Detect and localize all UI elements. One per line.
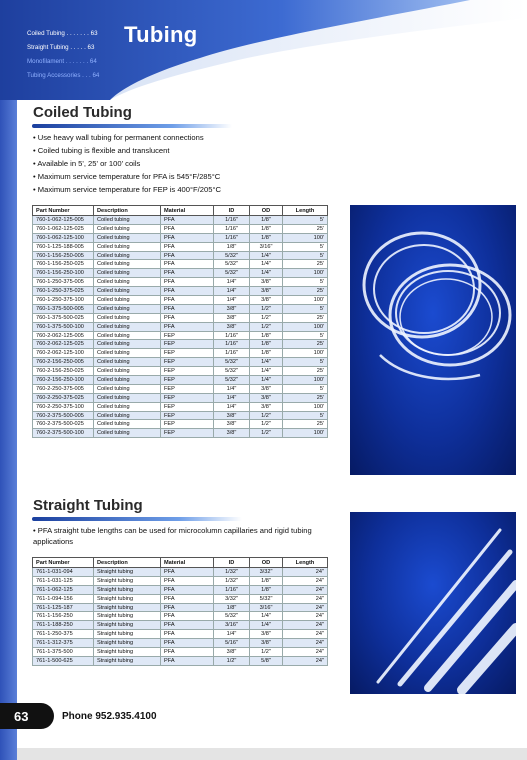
cell-part-number: 760-1-156-250-005 <box>33 251 94 260</box>
cell-id: 3/8" <box>214 429 250 438</box>
cell-id: 1/4" <box>214 402 250 411</box>
cell-length: 5' <box>283 278 328 287</box>
cell-od: 5/8" <box>250 656 283 665</box>
table-row <box>33 621 328 630</box>
cell-description: Coiled tubing <box>94 349 161 358</box>
cell-part-number: 761-1-062-125 <box>33 585 94 594</box>
footer-band <box>17 748 527 760</box>
table-row <box>33 242 328 251</box>
cell-description: Coiled tubing <box>94 322 161 331</box>
cell-material: FEP <box>161 331 214 340</box>
cell-od: 5/32" <box>250 594 283 603</box>
cell-material: PFA <box>161 656 214 665</box>
table-row <box>33 568 328 577</box>
table-row <box>33 393 328 402</box>
cell-id: 1/16" <box>214 233 250 242</box>
cell-part-number: 760-2-250-375-100 <box>33 402 94 411</box>
cell-part-number: 760-1-062-125-005 <box>33 216 94 225</box>
cell-od: 1/4" <box>250 376 283 385</box>
cell-material: PFA <box>161 233 214 242</box>
cell-od: 1/8" <box>250 216 283 225</box>
page-header <box>0 0 527 102</box>
cell-length: 25' <box>283 313 328 322</box>
cell-material: FEP <box>161 429 214 438</box>
table-row <box>33 402 328 411</box>
cell-material: PFA <box>161 639 214 648</box>
cell-id: 1/32" <box>214 568 250 577</box>
cell-id: 5/32" <box>214 358 250 367</box>
straight-tubing-table <box>32 557 328 666</box>
page-number: 63 <box>14 709 29 724</box>
cell-length: 100' <box>283 322 328 331</box>
cell-part-number: 760-2-062-125-100 <box>33 349 94 358</box>
cell-material: PFA <box>161 621 214 630</box>
col-header-material: Material <box>161 206 214 216</box>
straight-bullet-list <box>33 525 333 547</box>
cell-material: FEP <box>161 358 214 367</box>
cell-part-number: 760-1-250-375-100 <box>33 296 94 305</box>
col-header-id: ID <box>214 558 250 568</box>
cell-description: Coiled tubing <box>94 296 161 305</box>
cell-part-number: 760-1-062-125-025 <box>33 224 94 233</box>
cell-od: 3/16" <box>250 603 283 612</box>
cell-od: 1/4" <box>250 269 283 278</box>
straight-title-underline <box>32 517 242 521</box>
cell-od: 3/8" <box>250 296 283 305</box>
cell-od: 1/8" <box>250 349 283 358</box>
col-header-length: Length <box>283 206 328 216</box>
cell-length: 24" <box>283 568 328 577</box>
cell-length: 100' <box>283 402 328 411</box>
cell-od: 1/2" <box>250 429 283 438</box>
table-row <box>33 349 328 358</box>
cell-length: 24" <box>283 648 328 657</box>
cell-material: PFA <box>161 603 214 612</box>
cell-od: 1/4" <box>250 358 283 367</box>
table-row <box>33 233 328 242</box>
cell-description: Straight tubing <box>94 594 161 603</box>
cell-od: 1/4" <box>250 621 283 630</box>
cell-id: 1/32" <box>214 576 250 585</box>
cell-material: PFA <box>161 594 214 603</box>
cell-description: Coiled tubing <box>94 420 161 429</box>
col-header-id: ID <box>214 206 250 216</box>
cell-description: Straight tubing <box>94 585 161 594</box>
cell-od: 3/8" <box>250 278 283 287</box>
cell-id: 1/4" <box>214 296 250 305</box>
cell-description: Straight tubing <box>94 568 161 577</box>
cell-id: 1/8" <box>214 242 250 251</box>
cell-od: 3/8" <box>250 393 283 402</box>
cell-part-number: 760-1-250-375-025 <box>33 287 94 296</box>
toc-item-straight-tubing[interactable]: Straight Tubing . . . . . 63 <box>27 44 95 51</box>
cell-description: Straight tubing <box>94 612 161 621</box>
cell-part-number: 761-1-156-250 <box>33 612 94 621</box>
cell-part-number: 761-1-312-375 <box>33 639 94 648</box>
cell-description: Straight tubing <box>94 639 161 648</box>
cell-length: 25' <box>283 393 328 402</box>
cell-description: Coiled tubing <box>94 224 161 233</box>
cell-id: 5/32" <box>214 260 250 269</box>
cell-od: 1/2" <box>250 411 283 420</box>
cell-material: FEP <box>161 420 214 429</box>
cell-length: 5' <box>283 358 328 367</box>
cell-description: Coiled tubing <box>94 287 161 296</box>
cell-od: 1/8" <box>250 233 283 242</box>
cell-id: 1/4" <box>214 384 250 393</box>
coiled-section-title: Coiled Tubing <box>33 104 132 121</box>
col-header-od: OD <box>250 206 283 216</box>
cell-material: PFA <box>161 251 214 260</box>
cell-part-number: 760-2-250-375-025 <box>33 393 94 402</box>
cell-part-number: 761-1-188-250 <box>33 621 94 630</box>
cell-od: 3/32" <box>250 568 283 577</box>
cell-description: Coiled tubing <box>94 393 161 402</box>
cell-part-number: 760-2-156-250-100 <box>33 376 94 385</box>
cell-od: 1/2" <box>250 313 283 322</box>
table-row <box>33 648 328 657</box>
cell-id: 3/8" <box>214 411 250 420</box>
table-row <box>33 340 328 349</box>
cell-description: Coiled tubing <box>94 358 161 367</box>
cell-length: 5' <box>283 331 328 340</box>
table-row <box>33 313 328 322</box>
cell-description: Coiled tubing <box>94 376 161 385</box>
toc-item-coiled-tubing[interactable]: Coiled Tubing . . . . . . . 63 <box>27 30 98 37</box>
coiled-bullet: • Available in 5', 25' or 100' coils <box>33 157 221 170</box>
col-header-part-number: Part Number <box>33 206 94 216</box>
cell-length: 24" <box>283 585 328 594</box>
cell-material: PFA <box>161 287 214 296</box>
table-row <box>33 216 328 225</box>
cell-part-number: 760-1-125-188-005 <box>33 242 94 251</box>
cell-length: 24" <box>283 603 328 612</box>
cell-length: 25' <box>283 224 328 233</box>
cell-length: 5' <box>283 304 328 313</box>
col-header-description: Description <box>94 206 161 216</box>
table-row <box>33 304 328 313</box>
toc-item-tubing-accessories[interactable]: Tubing Accessories . . . 64 <box>27 72 100 79</box>
cell-length: 100' <box>283 296 328 305</box>
cell-part-number: 760-1-375-500-005 <box>33 304 94 313</box>
cell-part-number: 760-1-156-250-100 <box>33 269 94 278</box>
cell-description: Straight tubing <box>94 603 161 612</box>
cell-part-number: 761-1-094-156 <box>33 594 94 603</box>
cell-id: 1/4" <box>214 630 250 639</box>
cell-material: PFA <box>161 568 214 577</box>
table-row <box>33 287 328 296</box>
cell-od: 3/16" <box>250 242 283 251</box>
cell-material: PFA <box>161 648 214 657</box>
cell-material: PFA <box>161 576 214 585</box>
cell-material: FEP <box>161 402 214 411</box>
table-row <box>33 358 328 367</box>
cell-material: PFA <box>161 269 214 278</box>
cell-id: 3/8" <box>214 420 250 429</box>
col-header-material: Material <box>161 558 214 568</box>
cell-description: Coiled tubing <box>94 269 161 278</box>
cell-part-number: 761-1-031-125 <box>33 576 94 585</box>
cell-length: 5' <box>283 411 328 420</box>
cell-description: Coiled tubing <box>94 411 161 420</box>
cell-length: 100' <box>283 233 328 242</box>
table-of-contents <box>27 27 99 83</box>
cell-description: Coiled tubing <box>94 402 161 411</box>
cell-length: 5' <box>283 384 328 393</box>
cell-id: 1/16" <box>214 585 250 594</box>
cell-length: 5' <box>283 216 328 225</box>
cell-od: 1/8" <box>250 331 283 340</box>
cell-id: 3/8" <box>214 322 250 331</box>
cell-part-number: 760-2-375-500-005 <box>33 411 94 420</box>
cell-part-number: 761-1-500-625 <box>33 656 94 665</box>
cell-material: FEP <box>161 367 214 376</box>
cell-length: 24" <box>283 576 328 585</box>
table-row <box>33 224 328 233</box>
cell-material: PFA <box>161 278 214 287</box>
col-header-length: Length <box>283 558 328 568</box>
table-row <box>33 260 328 269</box>
cell-id: 3/32" <box>214 594 250 603</box>
cell-material: PFA <box>161 296 214 305</box>
cell-description: Straight tubing <box>94 621 161 630</box>
table-row <box>33 296 328 305</box>
cell-part-number: 760-2-250-375-005 <box>33 384 94 393</box>
cell-od: 1/2" <box>250 304 283 313</box>
cell-material: PFA <box>161 304 214 313</box>
cell-description: Coiled tubing <box>94 313 161 322</box>
cell-od: 3/8" <box>250 384 283 393</box>
cell-id: 5/32" <box>214 269 250 278</box>
cell-material: PFA <box>161 585 214 594</box>
table-header-row <box>33 558 328 568</box>
table-row <box>33 376 328 385</box>
cell-description: Straight tubing <box>94 576 161 585</box>
table-row <box>33 251 328 260</box>
cell-material: FEP <box>161 411 214 420</box>
cell-material: PFA <box>161 630 214 639</box>
cell-part-number: 760-2-156-250-025 <box>33 367 94 376</box>
table-header-row <box>33 206 328 216</box>
table-row <box>33 429 328 438</box>
cell-od: 3/8" <box>250 287 283 296</box>
coiled-bullet: • Maximum service temperature for PFA is 545°F/285°C <box>33 170 221 183</box>
cell-material: PFA <box>161 242 214 251</box>
cell-id: 5/32" <box>214 251 250 260</box>
toc-item-monofilament[interactable]: Monofilament . . . . . . . 64 <box>27 58 97 65</box>
page-title: Tubing <box>124 22 198 47</box>
cell-id: 5/32" <box>214 376 250 385</box>
table-row <box>33 603 328 612</box>
cell-id: 1/16" <box>214 331 250 340</box>
cell-id: 5/32" <box>214 612 250 621</box>
cell-material: FEP <box>161 340 214 349</box>
table-row <box>33 331 328 340</box>
cell-description: Straight tubing <box>94 630 161 639</box>
cell-description: Coiled tubing <box>94 384 161 393</box>
cell-description: Straight tubing <box>94 648 161 657</box>
cell-id: 3/16" <box>214 621 250 630</box>
cell-part-number: 760-1-062-125-100 <box>33 233 94 242</box>
cell-id: 1/16" <box>214 349 250 358</box>
cell-material: PFA <box>161 224 214 233</box>
cell-length: 100' <box>283 269 328 278</box>
cell-od: 1/4" <box>250 251 283 260</box>
cell-material: FEP <box>161 384 214 393</box>
cell-od: 1/4" <box>250 367 283 376</box>
table-row <box>33 411 328 420</box>
cell-id: 1/16" <box>214 216 250 225</box>
table-row <box>33 576 328 585</box>
straight-tubing-photo <box>350 512 516 694</box>
cell-part-number: 760-2-062-125-005 <box>33 331 94 340</box>
cell-description: Coiled tubing <box>94 429 161 438</box>
cell-length: 24" <box>283 621 328 630</box>
coiled-tubing-photo <box>350 205 516 475</box>
cell-material: PFA <box>161 322 214 331</box>
table-row <box>33 420 328 429</box>
cell-material: PFA <box>161 313 214 322</box>
cell-od: 1/8" <box>250 224 283 233</box>
table-row <box>33 367 328 376</box>
cell-id: 1/4" <box>214 287 250 296</box>
cell-part-number: 760-2-062-125-025 <box>33 340 94 349</box>
cell-id: 1/16" <box>214 224 250 233</box>
cell-part-number: 760-2-156-250-005 <box>33 358 94 367</box>
cell-length: 24" <box>283 594 328 603</box>
cell-part-number: 761-1-250-375 <box>33 630 94 639</box>
cell-id: 5/16" <box>214 639 250 648</box>
table-row <box>33 585 328 594</box>
cell-material: FEP <box>161 393 214 402</box>
table-row <box>33 384 328 393</box>
cell-description: Coiled tubing <box>94 331 161 340</box>
straight-section-title: Straight Tubing <box>33 497 143 514</box>
cell-id: 1/16" <box>214 340 250 349</box>
table-row <box>33 612 328 621</box>
cell-length: 5' <box>283 251 328 260</box>
coiled-tubing-table <box>32 205 328 438</box>
cell-id: 1/2" <box>214 656 250 665</box>
coiled-bullet: • Use heavy wall tubing for permanent connections <box>33 131 221 144</box>
cell-description: Coiled tubing <box>94 260 161 269</box>
cell-description: Coiled tubing <box>94 251 161 260</box>
cell-length: 5' <box>283 242 328 251</box>
cell-od: 1/4" <box>250 612 283 621</box>
cell-od: 1/2" <box>250 648 283 657</box>
col-header-od: OD <box>250 558 283 568</box>
cell-part-number: 761-1-375-500 <box>33 648 94 657</box>
left-accent-stripe <box>0 0 17 760</box>
cell-od: 1/8" <box>250 340 283 349</box>
cell-description: Coiled tubing <box>94 278 161 287</box>
cell-material: PFA <box>161 216 214 225</box>
cell-length: 25' <box>283 340 328 349</box>
cell-part-number: 761-1-031-094 <box>33 568 94 577</box>
cell-od: 1/4" <box>250 260 283 269</box>
cell-part-number: 760-1-375-500-025 <box>33 313 94 322</box>
cell-od: 3/8" <box>250 402 283 411</box>
coiled-bullet-list <box>33 131 221 196</box>
table-row <box>33 630 328 639</box>
cell-material: FEP <box>161 349 214 358</box>
cell-od: 1/8" <box>250 576 283 585</box>
coiled-title-underline <box>32 124 232 128</box>
cell-description: Coiled tubing <box>94 233 161 242</box>
cell-id: 1/8" <box>214 603 250 612</box>
cell-id: 3/8" <box>214 648 250 657</box>
coiled-bullet: • Coiled tubing is flexible and translucent <box>33 144 221 157</box>
col-header-part-number: Part Number <box>33 558 94 568</box>
cell-length: 25' <box>283 260 328 269</box>
col-header-description: Description <box>94 558 161 568</box>
cell-id: 1/4" <box>214 393 250 402</box>
cell-description: Coiled tubing <box>94 304 161 313</box>
straight-bullet: • PFA straight tube lengths can be used for microcolumn capillaries and rigid tubing applications <box>33 525 333 547</box>
cell-id: 5/32" <box>214 367 250 376</box>
cell-material: FEP <box>161 376 214 385</box>
table-row <box>33 322 328 331</box>
cell-material: PFA <box>161 260 214 269</box>
cell-description: Coiled tubing <box>94 340 161 349</box>
cell-od: 1/2" <box>250 322 283 331</box>
cell-description: Straight tubing <box>94 656 161 665</box>
coiled-bullet: • Maximum service temperature for FEP is 400°F/205°C <box>33 183 221 196</box>
cell-length: 100' <box>283 349 328 358</box>
cell-length: 25' <box>283 420 328 429</box>
table-row <box>33 656 328 665</box>
cell-length: 24" <box>283 630 328 639</box>
cell-length: 25' <box>283 287 328 296</box>
cell-length: 100' <box>283 376 328 385</box>
cell-part-number: 760-2-375-500-025 <box>33 420 94 429</box>
table-row <box>33 594 328 603</box>
cell-id: 3/8" <box>214 304 250 313</box>
cell-length: 24" <box>283 612 328 621</box>
cell-id: 1/4" <box>214 278 250 287</box>
cell-length: 24" <box>283 656 328 665</box>
cell-material: PFA <box>161 612 214 621</box>
cell-part-number: 760-1-375-500-100 <box>33 322 94 331</box>
table-row <box>33 278 328 287</box>
cell-od: 3/8" <box>250 630 283 639</box>
cell-part-number: 760-1-156-250-025 <box>33 260 94 269</box>
cell-description: Coiled tubing <box>94 367 161 376</box>
cell-part-number: 760-1-250-375-005 <box>33 278 94 287</box>
cell-part-number: 761-1-125-187 <box>33 603 94 612</box>
footer-phone: Phone 952.935.4100 <box>62 711 157 722</box>
cell-description: Coiled tubing <box>94 216 161 225</box>
cell-od: 1/8" <box>250 585 283 594</box>
table-row <box>33 639 328 648</box>
cell-od: 1/2" <box>250 420 283 429</box>
cell-part-number: 760-2-375-500-100 <box>33 429 94 438</box>
table-row <box>33 269 328 278</box>
cell-length: 100' <box>283 429 328 438</box>
cell-length: 25' <box>283 367 328 376</box>
cell-id: 3/8" <box>214 313 250 322</box>
cell-od: 3/8" <box>250 639 283 648</box>
cell-description: Coiled tubing <box>94 242 161 251</box>
cell-length: 24" <box>283 639 328 648</box>
